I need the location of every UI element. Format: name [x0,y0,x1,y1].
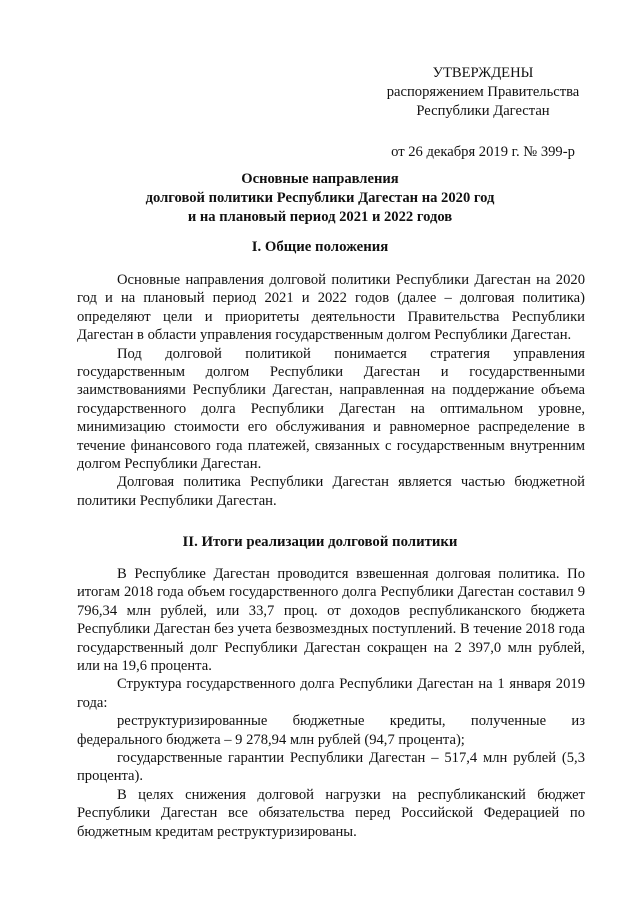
list-item: реструктуризированные бюджетные кредиты, полученные из федерального бюджета – 9 278,94 млн рублей (94,7 процента); [77,713,585,748]
paragraph: Основные направления долговой политики Республики Дагестан на 2020 год и на плановый период 2021 и 2022 годов (далее – долговая политика) определяют цели и приоритеты деятельности Правительства Республики Дагестан в области управления государственным долгом Республики Дагестан. [77,272,585,344]
approval-date: от 26 декабря 2019 г. № 399-р [391,144,575,160]
list-item: государственные гарантии Республики Дагестан – 517,4 млн рублей (5,3 процента). [77,750,585,785]
section-1-heading: I. Общие положения [251,239,389,255]
title-line-2: долговой политики Республики Дагестан на 2020 год [145,190,495,206]
title-line-1: Основные направления [241,171,399,187]
approval-region: Республики Дагестан [416,103,550,119]
section-2-body [77,565,585,841]
approval-title: УТВЕРЖДЕНЫ [432,65,534,81]
document-title [60,170,580,227]
approval-block [378,64,588,162]
paragraph: В целях снижения долговой нагрузки на республиканский бюджет Республики Дагестан все обязательства перед Российской Федерацией по бюджетным кредитам реструктуризированы. [77,786,585,840]
paragraph: В Республике Дагестан проводится взвешенная долговая политика. По итогам 2018 года объем государственного долга Республики Дагестан составил 9 796,34 млн рублей, или 33,7 проц. от доходов республиканского бюджета Республики Дагестан без учета безвозмездных поступлений. В течение 2018 года государственный долг Республики Дагестан сокращен на 2 397,0 млн рублей, или на 19,6 процента. [77,566,585,675]
section-1-body [77,271,585,510]
paragraph: Под долговой политикой понимается стратегия управления государственным долгом Республики Дагестан и государственными заимствованиями Республики Дагестан, направленная на поддержание объема государственного долга Республики Дагестан на оптимальном уровне, минимизацию стоимости его обслуживания и равномерное распределение в течение финансового года платежей, связанных с государственным внутренним долгом Республики Дагестан. [77,345,585,473]
title-line-3: и на плановый период 2021 и 2022 годов [187,209,453,225]
paragraph: Долговая политика Республики Дагестан является частью бюджетной политики Республики Дагестан. [77,474,585,509]
paragraph: Структура государственного долга Республики Дагестан на 1 января 2019 года: [77,676,585,711]
section-2-heading: II. Итоги реализации долговой политики [182,534,458,550]
approval-authority: распоряжением Правительства [386,84,580,100]
